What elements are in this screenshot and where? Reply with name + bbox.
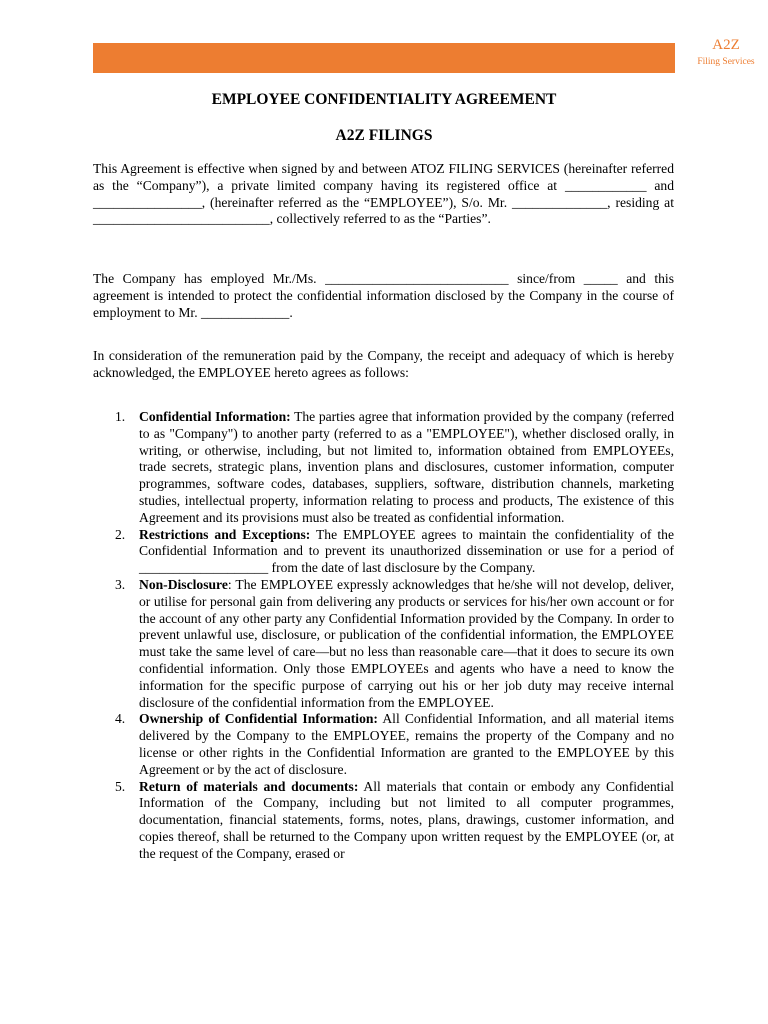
clause-item bbox=[93, 711, 674, 778]
clause-heading: Return of materials and documents: bbox=[139, 778, 359, 794]
clause-text: The parties agree that information provided by the company (referred to as "Company") to another party (referred to as a "EMPLOYEE"), whether disclosed orally, in writing, or otherwise, including, but not limited to, information obtained from EMPLOYEEs, trade secrets, strategic plans, invention plans and disclosures, customer information, computer programmes, software codes, databases, suppliers, software, distribution channels, marketing studies, intellectual property, information relating to process and products, The existence of this Agreement and its provisions must also be treated as confidential information. bbox=[139, 409, 674, 525]
clause-text: The EMPLOYEE agrees to maintain the confidentiality of the Confidential Information and to prevent its unauthorized dissemination or use for a period of ___________________ from the date of last disclosure by the Company. bbox=[139, 526, 674, 576]
clause-text: All Confidential Information, and all material items delivered by the Company to the EMPLOYEE, remains the property of the Company and no license or other rights in the Confidential Information are granted to the EMPLOYEE by this Agreement or by the act of disclosure. bbox=[139, 711, 674, 777]
clause-heading: Restrictions and Exceptions: bbox=[139, 526, 311, 542]
clause-item bbox=[93, 577, 674, 711]
clause-text: All materials that contain or embody any Confidential Information of the Company, including but not limited to all computer programmes, documentation, financial statements, forms, notes, plans, drawings, customer information, and copies thereof, shall be returned to the Company upon written request by the EMPLOYEE (or, at the request of the Company, erased or bbox=[139, 778, 675, 861]
document-subtitle: A2Z FILINGS bbox=[335, 127, 433, 144]
clause-item bbox=[93, 409, 674, 527]
intro-paragraph: This Agreement is effective when signed by and between ATOZ FILING SERVICES (hereinafter referred as the “Company”), a private limited company having its registered office at ____________ and ________________, (hereinafter referred as the “EMPLOYEE”), S/o. Mr. ______________, residing at __________________________, collectively referred to as the “Parties”. bbox=[93, 161, 674, 227]
employment-paragraph: The Company has employed Mr./Ms. ___________________________ since/from _____ and this agreement is intended to protect the confidential information disclosed by the Company in the course of employment to Mr. _____________. bbox=[93, 271, 674, 320]
consideration-paragraph: In consideration of the remuneration paid by the Company, the receipt and adequacy of which is hereby acknowledged, the EMPLOYEE hereto agrees as follows: bbox=[93, 348, 674, 380]
clause-heading: Ownership of Confidential Information: bbox=[139, 711, 378, 727]
logo-name: A2Z bbox=[712, 37, 740, 53]
clause-number: 2. bbox=[115, 526, 126, 542]
clause-number: 1. bbox=[115, 409, 126, 424]
document-title: EMPLOYEE CONFIDENTIALITY AGREEMENT bbox=[211, 91, 557, 108]
clause-number: 3. bbox=[115, 576, 126, 592]
clause-heading: Non-Disclosure bbox=[139, 576, 228, 592]
header-accent-bar bbox=[93, 43, 675, 73]
clause-item bbox=[93, 527, 674, 577]
company-logo bbox=[688, 36, 764, 69]
logo-tagline: Filing Services bbox=[697, 57, 755, 67]
clause-number: 4. bbox=[115, 711, 126, 727]
clause-number: 5. bbox=[115, 778, 126, 794]
clause-heading: Confidential Information: bbox=[139, 409, 291, 424]
clause-list bbox=[93, 409, 674, 863]
clause-text: : The EMPLOYEE expressly acknowledges that he/she will not develop, deliver, or utilise for personal gain from delivering any products or services for his/her own account or for the account of any other party any Confidential Information provided by the Company. In order to prevent unlawful use, disclosure, or publication of the confidential information, the EMPLOYEE must take the same level of care—but no less than reasonable care—that it does to secure its own confidential information. Only those EMPLOYEEs and agents who have a need to know the information for the specific purpose of carrying out his or her job duty may receive internal disclosure of the confidential information from the EMPLOYEE. bbox=[139, 576, 674, 710]
clause-item bbox=[93, 779, 674, 863]
